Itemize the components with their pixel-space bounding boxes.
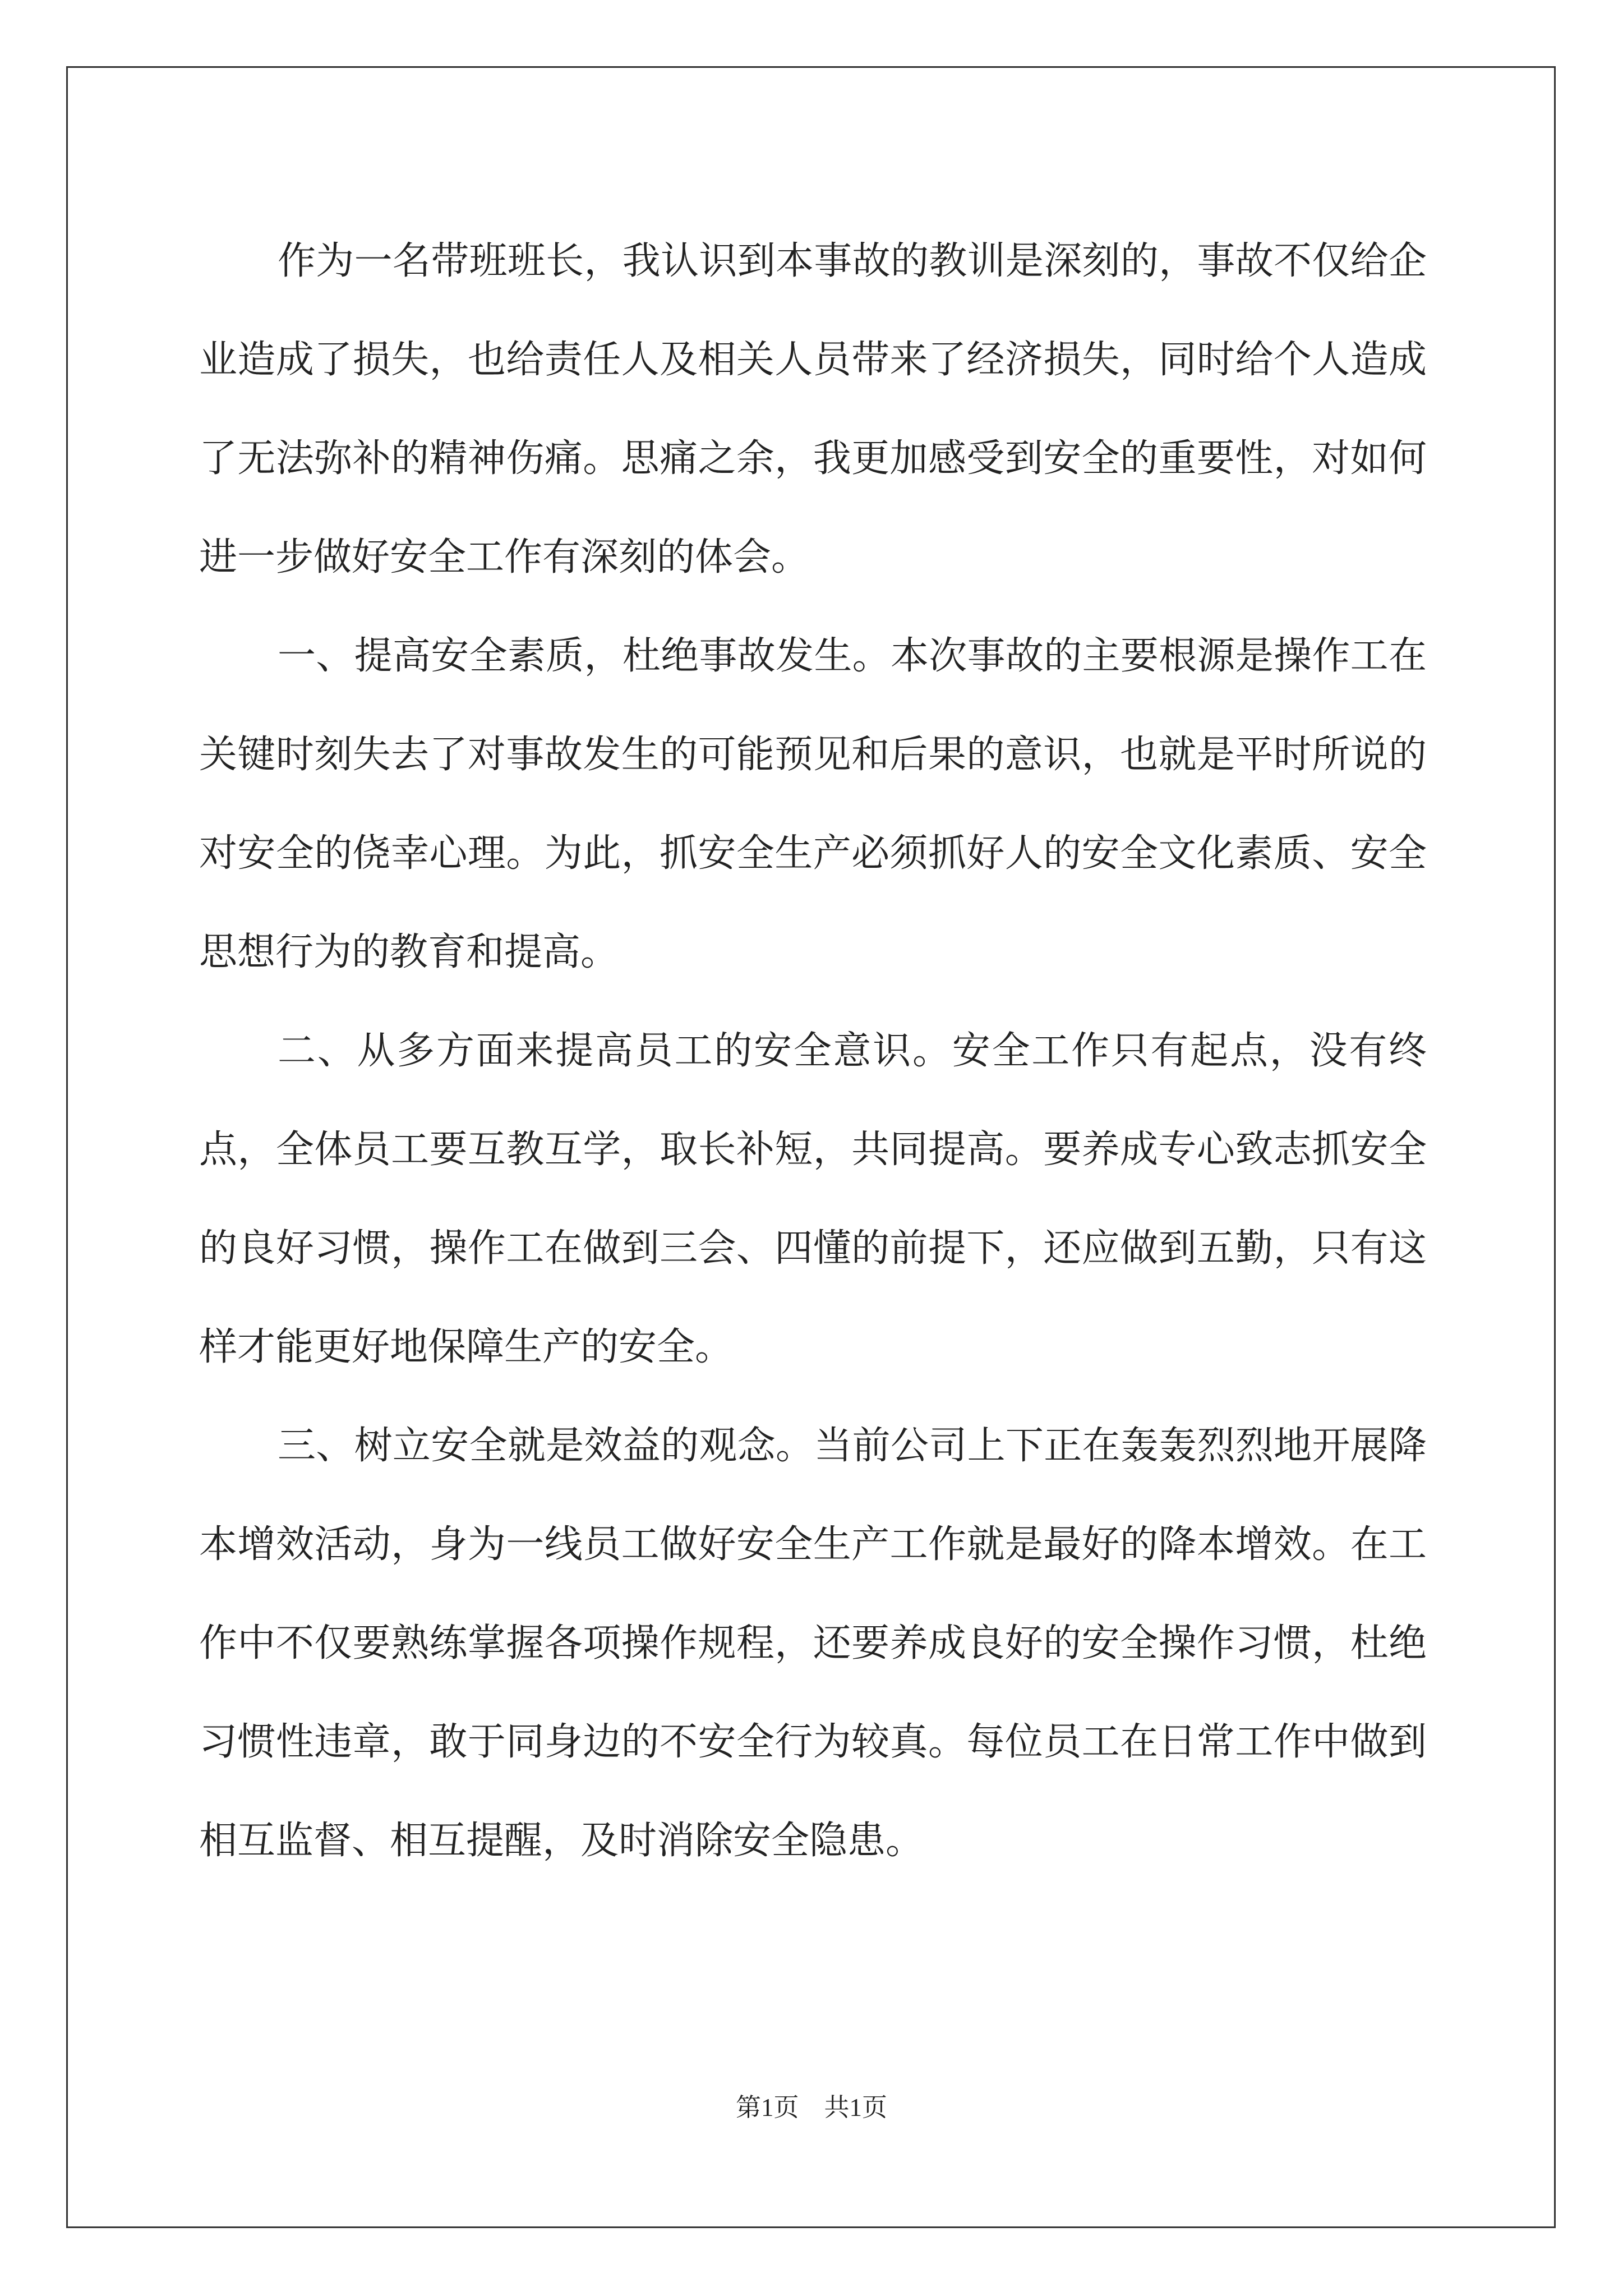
document-body [199,212,1427,1890]
paragraph-intro: 作为一名带班班长，我认识到本事故的教训是深刻的，事故不仅给企业造成了损失，也给责任人及相关人员带来了经济损失，同时给个人造成了无法弥补的精神伤痛。思痛之余，我更加感受到安全的重要性，对如何进一步做好安全工作有深刻的体会。 [199,239,1427,579]
paragraph-point-2: 二、从多方面来提高员工的安全意识。安全工作只有起点，没有终点，全体员工要互教互学，取长补短，共同提高。要养成专心致志抓安全的良好习惯，操作工在做到三会、四懂的前提下，还应做到五勤，只有这样才能更好地保障生产的安全。 [199,1029,1427,1369]
paragraph-point-1: 一、提高安全素质，杜绝事故发生。本次事故的主要根源是操作工在关键时刻失去了对事故发生的可能预见和后果的意识，也就是平时所说的对安全的侥幸心理。为此，抓安全生产必须抓好人的安全文化素质、安全思想行为的教育和提高。 [199,634,1427,974]
page-footer: 第1页 共1页 [735,2093,887,2122]
paragraph-point-3: 三、树立安全就是效益的观念。当前公司上下正在轰轰烈烈地开展降本增效活动，身为一线员工做好安全生产工作就是最好的降本增效。在工作中不仅要熟练掌握各项操作规程，还要养成良好的安全操作习惯，杜绝习惯性违章，敢于同身边的不安全行为较真。每位员工在日常工作中做到相互监督、相互提醒，及时消除安全隐患。 [199,1424,1427,1863]
